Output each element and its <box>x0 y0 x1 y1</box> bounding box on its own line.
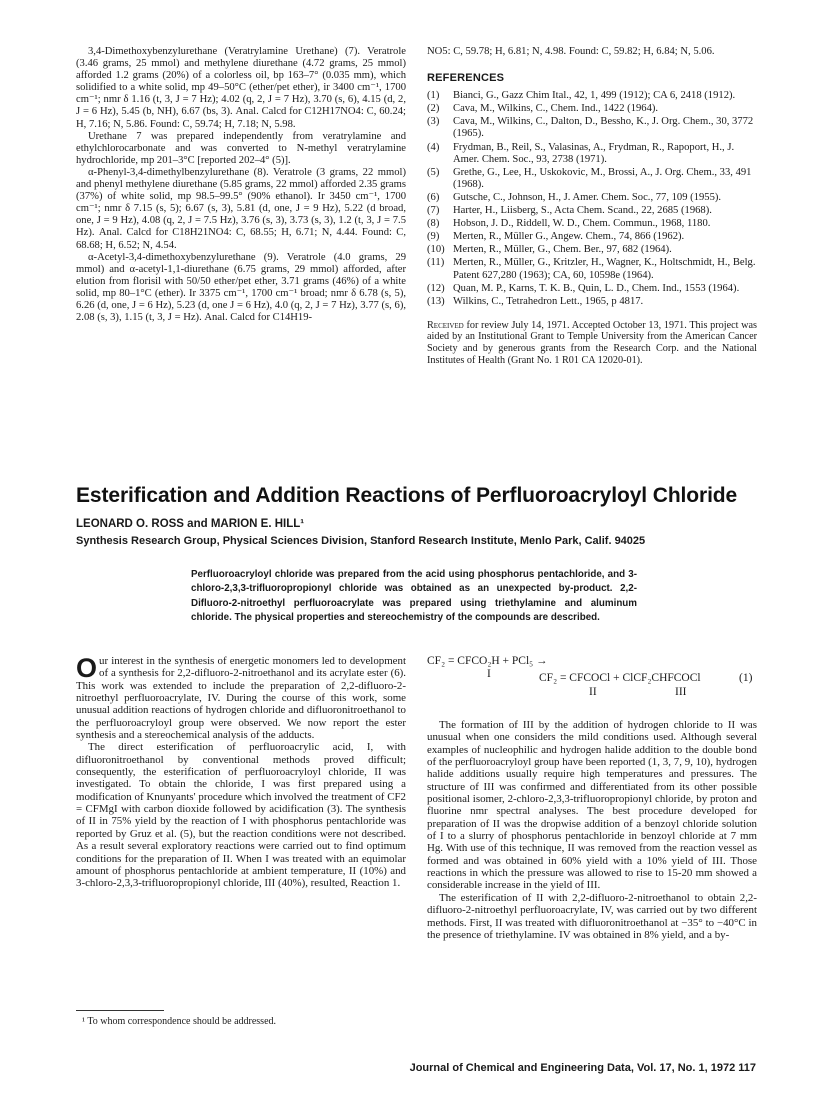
journal-footer: Journal of Chemical and Engineering Data, Vol. 17, No. 1, 1972 117 <box>409 1062 756 1074</box>
drop-cap: O <box>76 653 98 683</box>
reference-item <box>427 257 757 281</box>
reference-item <box>427 218 757 230</box>
reference-item <box>427 142 757 166</box>
reference-number: (9) <box>427 231 440 243</box>
paragraph: The direct esterification of perfluoroacrylic acid, I, with difluoronitroethanol by conventional methods proved difficult; consequently, the esterification of perfluoroacryloyl chloride, II was investigated. To obtain the chloride, I was first prepared using a modification of Knunyants' procedure which involved the treatment of CF2 = CFMgI with carbon dioxide followed by acidification (3). The synthesis of II in 75% yield by the reaction of I with phosphorus pentachloride was reported by Gruz et al. (5), but the reaction conditions were not described. As a result several exploratory reactions were carried out to find optimum conditions for the preparation of II. When I was treated with an equimolar amount of phosphorus pentachloride at ambient temperature, II (10%) and 3-chloro-2,3,3-trifluoropropionyl chloride, III (40%), resulted, Reaction 1. <box>76 741 406 890</box>
received-label: Received <box>427 319 464 331</box>
reference-text: Cava, M., Wilkins, C., Chem. Ind., 1422 (1964). <box>453 103 659 115</box>
reference-number: (1) <box>427 90 440 102</box>
reference-item <box>427 283 757 295</box>
paragraph: Urethane 7 was prepared independently from veratrylamine and ethylchlorocarbonate and was converted to N-methyl veratrylamine hydrochloride, mp 201–3°C [reported 202–4° (5)]. <box>76 130 406 166</box>
reference-number: (12) <box>427 282 445 294</box>
body-left-column <box>76 655 406 890</box>
paragraph: NO5: C, 59.78; H, 6.81; N, 4.98. Found: C, 59.82; H, 6.84; N, 5.06. <box>427 46 715 57</box>
article-title: Esterification and Addition Reactions of Perfluoroacryloyl Chloride <box>76 484 738 507</box>
reference-number: (8) <box>427 218 440 230</box>
reference-number: (5) <box>427 166 440 178</box>
previous-article-references <box>427 46 757 366</box>
reference-item <box>427 167 757 191</box>
paragraph <box>76 655 406 741</box>
reaction-line-2: CF₂ = CFCOCl + ClCF₂CHFCOCl <box>539 672 701 684</box>
reference-text: Merten, R., Müller, G., Chem. Ber., 97, 682 (1964). <box>453 244 672 256</box>
label-I: I <box>487 668 491 680</box>
article-abstract: Perfluoroacryloyl chloride was prepared from the acid using phosphorus pentachloride, and 3-chloro-2,3,3-trifluoropropionyl chloride was obtained as an unexpected by-product. 2,2-Difluoro-2-nitroethyl perfluoroacrylate was prepared using triethylamine and aluminum chloride. The physical properties and stereochemistry of the compounds are described. <box>191 569 637 623</box>
received-note <box>427 320 757 366</box>
paragraph: 3,4-Dimethoxybenzylurethane (Veratrylamine Urethane) (7). Veratrole (3.46 grams, 25 mmol) and methylene diurethane (4.72 grams, 25 mmol) afforded 1.2 grams (20%) of a colorless oil, bp 163–7° (0.035 mm), which solidified to a white solid, mp 49–50°C (ether/pet ether), ir 3400 cm⁻¹, 1700 cm⁻¹; nmr δ 1.16 (t, 3, J = 7 Hz); 4.02 (q, 2, J = 7 Hz), 3.70 (s, 6), 4.15 (d, 2, J = 6 Hz), 5.45 (b, NH), 6.67 (bs, 3). Anal. Calcd for C12H17NO4: C, 60.24; H, 7.16; N, 5.86. Found: C, 59.74; H, 7.18; N, 5.98. <box>76 46 406 130</box>
reference-number: (3) <box>427 116 440 128</box>
paragraph: α-Phenyl-3,4-dimethylbenzylurethane (8). Veratrole (3 grams, 22 mmol) and phenyl methylene diurethane (5.85 grams, 22 mmol) afforded 2.35 grams (37%) of white solid, mp 98.5–99.5° (90% ethanol). Ir 3450 cm⁻¹, 1700 cm⁻¹; nmr δ 7.15 (s, 5); 6.67 (s, 3), 5.81 (d, one, J = 9 Hz), 5.22 (d broad, one, J = 9 Hz), 4.08 (q, 2, J = 7.5 Hz), 3.76 (s, 3), 3.73 (s, 3), 1.2 (t, 3, J = 7.5 Hz). Anal. Calcd for C18H21NO4: C, 68.55; H, 6.71; N, 4.44. Found: C, 68.68; H, 6.52; N, 4.54. <box>76 166 406 251</box>
footnote-rule <box>76 1010 164 1011</box>
article-authors: LEONARD O. ROSS and MARION E. HILL¹ <box>76 518 305 530</box>
reference-item <box>427 205 757 217</box>
reaction-line-1: CF₂ = CFCO₂H + PCl₅ → <box>427 655 548 667</box>
reference-text: Gutsche, C., Johnson, H., J. Amer. Chem. Soc., 77, 109 (1955). <box>453 191 722 203</box>
label-III: III <box>675 686 687 698</box>
reference-text: Quan, M. P., Karns, T. K. B., Quin, L. D., Chem. Ind., 1553 (1964). <box>453 282 740 294</box>
reference-text: Cava, M., Wilkins, C., Dalton, D., Bessho, K., J. Org. Chem., 30, 3772 (1965). <box>453 116 754 140</box>
reference-number: (2) <box>427 103 440 115</box>
reference-text: Bianci, G., Gazz Chim Ital., 42, 1, 499 (1912); CA 6, 2418 (1912). <box>453 90 736 102</box>
paragraph: The esterification of II with 2,2-difluoro-2-nitroethanol to obtain 2,2-difluoro-2-nitroethyl perfluoroacrylate, IV, was carried out by two different methods. First, II was treated with difluoronitroethanol at −35° to −40°C in the presence of triethylamine. IV was obtained in 8% yield, and a by- <box>427 891 757 941</box>
reference-number: (13) <box>427 295 445 307</box>
references-heading: REFERENCES <box>427 72 505 85</box>
reference-text: Merten, R., Müller, G., Kritzler, H., Wagner, K., Holtschmidt, H., Belg. Patent 627,280 (1963); CA, 60, 10598e (1964). <box>453 257 756 281</box>
paragraph: The formation of III by the addition of hydrogen chloride to II was unusual when one considers the mild conditions used. Although several examples of nucleophilic and hydrogen halide addition to the double bond of the perfluoroacryloyl group have been reported (1, 3, 7, 9, 10), hydrogen halide additions usually require high temperatures and pressures. The structure of III was confirmed and differentiated from its other possible positional isomer, 2-chloro-2,3,3-trifluoropropionyl chloride, by proton and fluorine nmr spectral analyses. The best procedure developed for preparation of II was the dropwise addition of a benzoyl chloride solution of I to a slurry of phosphorus pentachloride in benzoyl chloride at 7 mm Hg. With use of this technique, II was removed from the reaction vessel as formed and was obtained in 60% yield with a 10% yield of III. Those reactions in which the pressure was allowed to rise to 15-20 mm showed a considerable increase in the yield of III. <box>427 719 757 892</box>
label-II: II <box>589 686 597 698</box>
body-right-column <box>427 655 757 941</box>
reference-number: (4) <box>427 141 440 153</box>
reference-item <box>427 90 757 102</box>
reference-list <box>427 90 757 308</box>
reference-item <box>427 244 757 256</box>
reference-item <box>427 116 757 140</box>
reference-text: Hobson, J. D., Riddell, W. D., Chem. Commun., 1968, 1180. <box>453 218 711 230</box>
reference-item <box>427 192 757 204</box>
reference-text: Wilkins, C., Tetrahedron Lett., 1965, p 4817. <box>453 295 644 307</box>
reference-number: (6) <box>427 191 440 203</box>
reference-number: (7) <box>427 205 440 217</box>
reference-number: (10) <box>427 244 445 256</box>
reference-text: Harter, H., Liisberg, S., Acta Chem. Scand., 22, 2685 (1968). <box>453 205 712 217</box>
paragraph: α-Acetyl-3,4-dimethoxybenzylurethane (9). Veratrole (4.0 grams, 29 mmol) and α-acetyl-1,1-diurethane (6.75 grams, 29 mmol) afforded, after elution from florisil with 50/50 ether/pet ether, 3.71 grams (46%) of a white solid, mp 80–1°C (ether). Ir 3375 cm⁻¹, 1700 cm⁻¹ broad; nmr δ 6.78 (s, 5), 6.26 (d, one, J = 6 Hz), 5.23 (d, one J = 6 Hz), 4.0 (q, 2, J = 7 Hz), 3.77 (s, 6), 2.08 (s, 3), 1.15 (t, 3, J = Hz). Anal. Calcd for C14H19- <box>76 251 406 324</box>
reference-item <box>427 231 757 243</box>
reference-number: (11) <box>427 257 445 269</box>
reaction-scheme <box>427 655 757 719</box>
reference-text: Grethe, G., Lee, H., Uskokovic, M., Brossi, A., J. Org. Chem., 33, 491 (1968). <box>453 166 752 190</box>
footnote: ¹ To whom correspondence should be addressed. <box>82 1016 277 1027</box>
article-affiliation: Synthesis Research Group, Physical Sciences Division, Stanford Research Institute, Menlo Park, Calif. 94025 <box>76 535 646 547</box>
reference-item <box>427 103 757 115</box>
paragraph-text: ur interest in the synthesis of energetic monomers led to development of a synthesis for 2,2-difluoro-2-nitroethanol and its acrylate ester (6). This work was extended to include the preparation of 2,2-difluoro-2-nitroethyl perfluoroacrylate, IV. During the course of this work, some unusual addition reactions of hydrogen chloride and difluoronitroethanol to the perfluoroacryloyl group were observed. We now report the ester synthesis and a stereochemical analysis of the adducts. <box>76 655 406 742</box>
reference-text: Merten, R., Müller G., Angew. Chem., 74, 866 (1962). <box>453 231 685 243</box>
reference-text: Frydman, B., Reil, S., Valasinas, A., Frydman, R., Rapoport, H., J. Amer. Chem. Soc., 93, 2738 (1971). <box>453 141 735 165</box>
received-text: for review July 14, 1971. Accepted October 13, 1971. This project was aided by an Institutional Grant to Temple University from the American Cancer Society and by generous grants from the Research Corp. and the National Institutes of Health (Grant No. 1 R01 CA 12020-01). <box>427 319 757 366</box>
previous-article-experimental <box>76 46 406 324</box>
reference-item <box>427 296 757 308</box>
equation-number: (1) <box>739 672 753 684</box>
